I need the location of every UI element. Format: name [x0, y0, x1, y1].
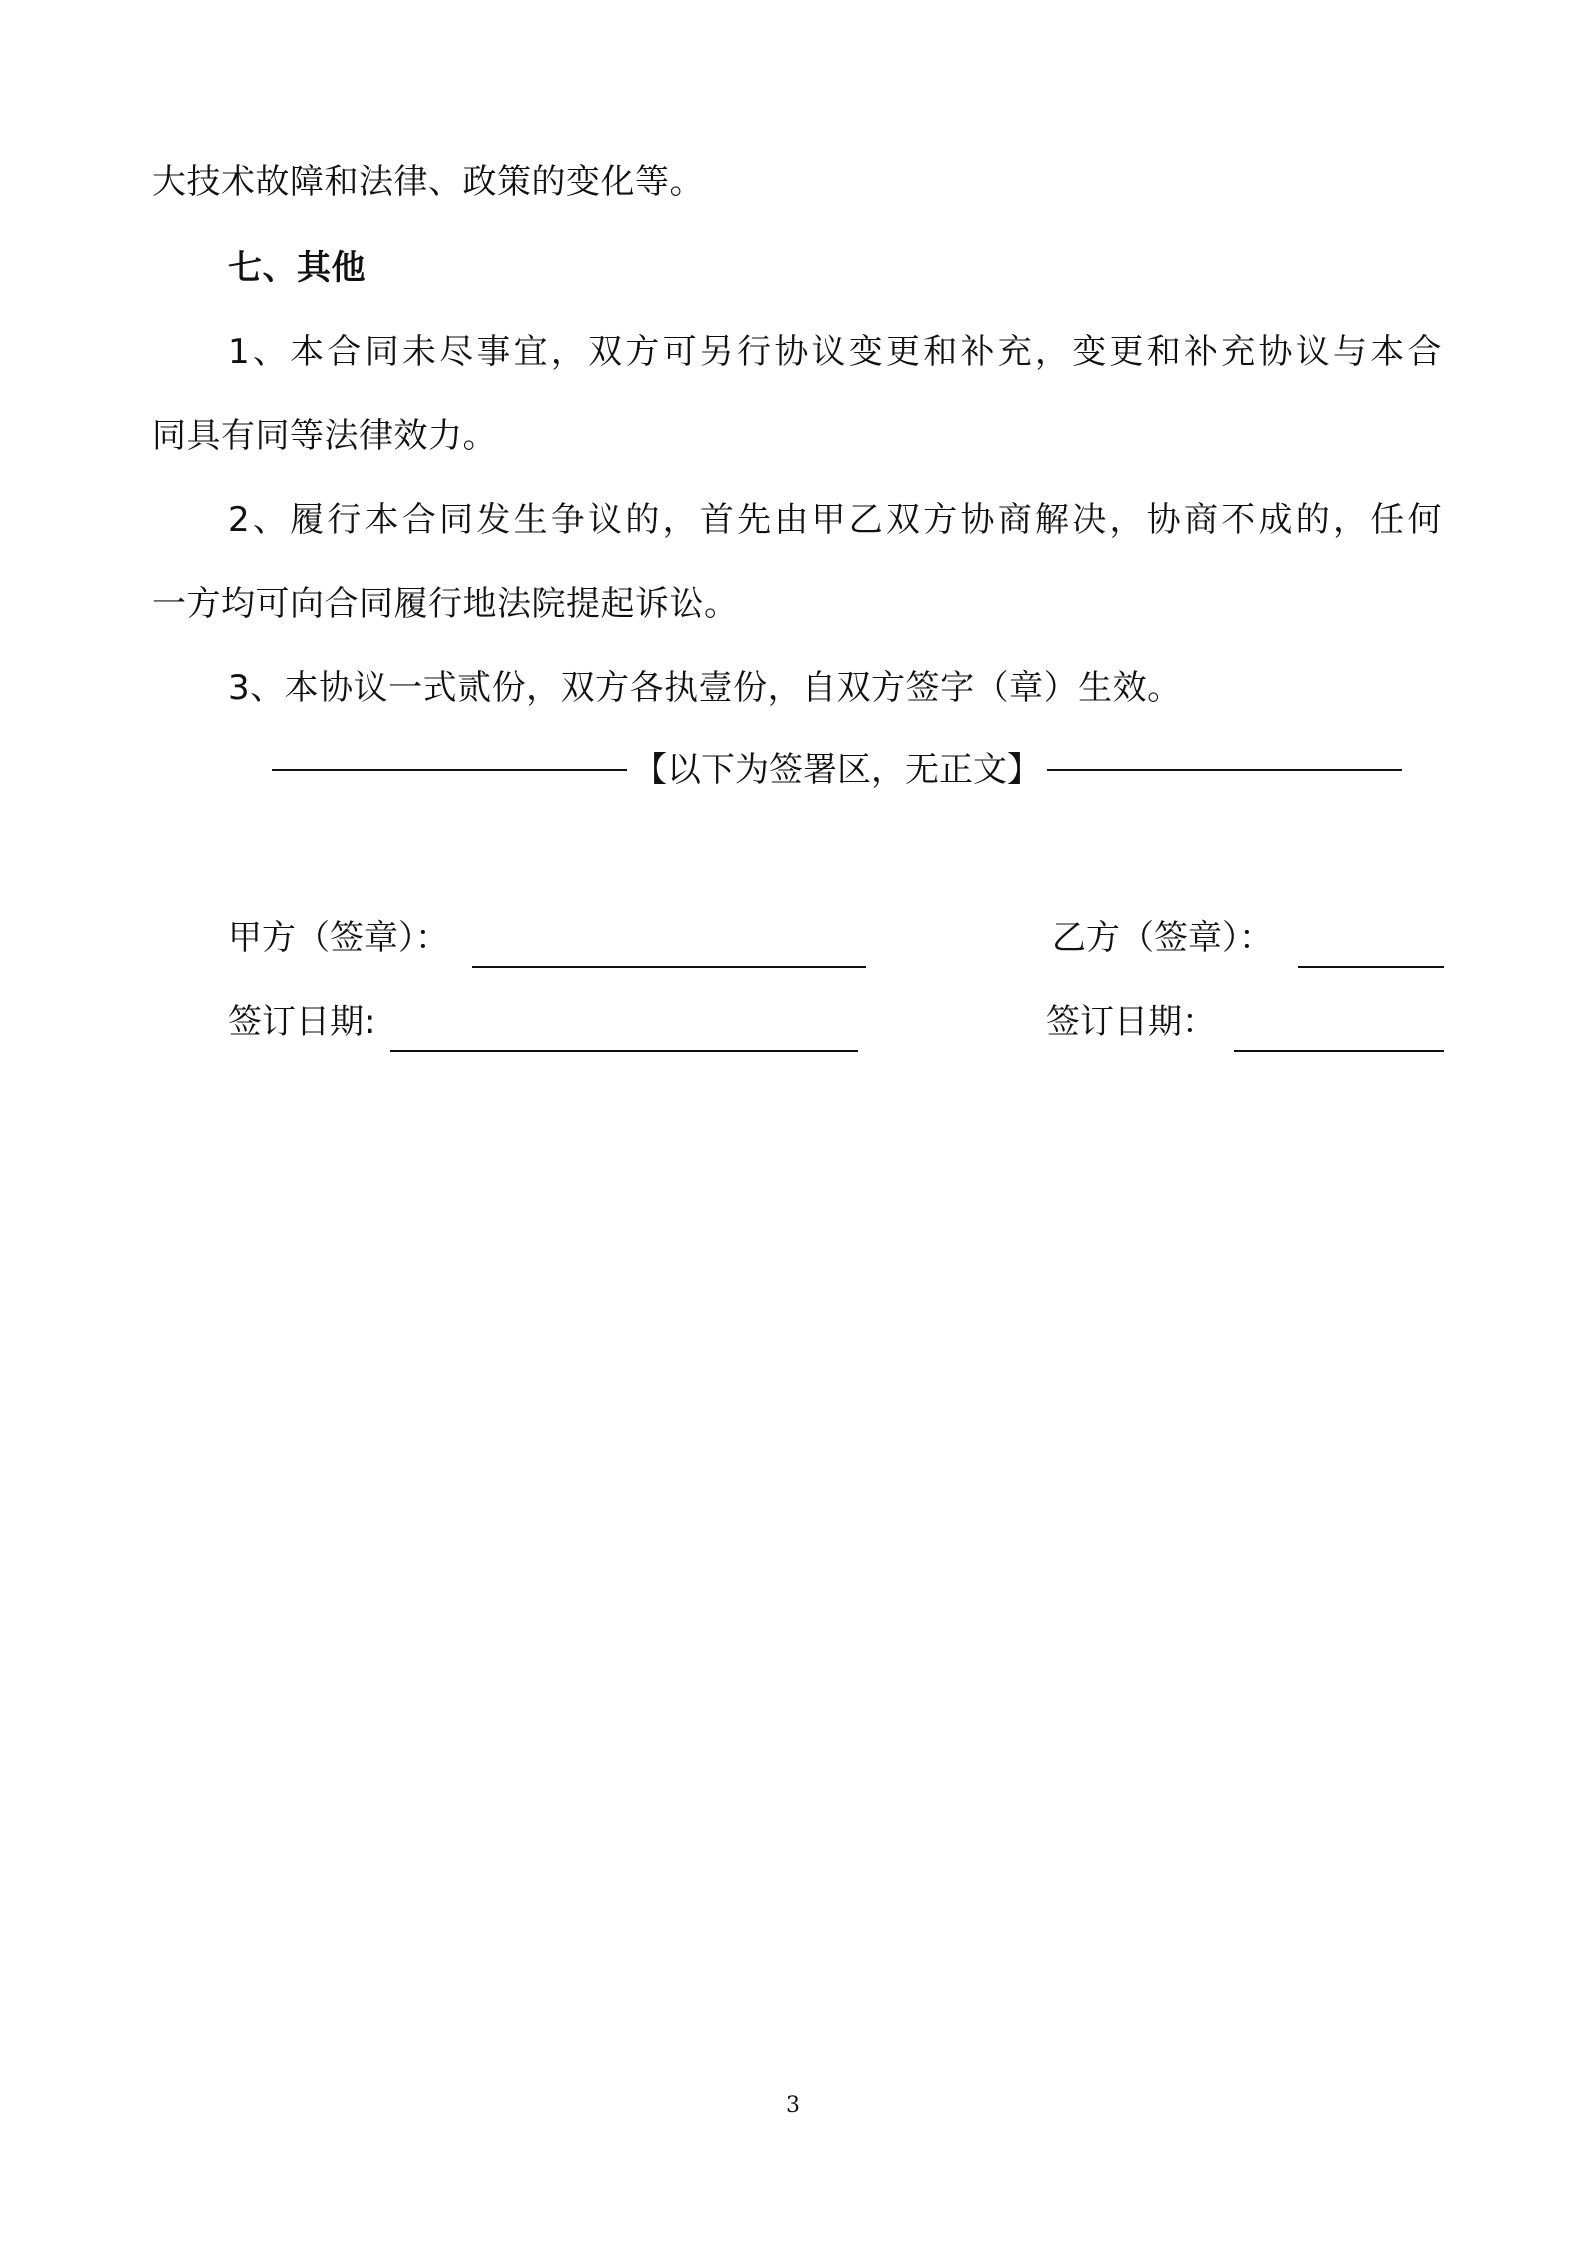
- divider-dash-right: [1047, 769, 1402, 771]
- clause-1-line-1: 1、本合同未尽事宜，双方可另行协议变更和补充，变更和补充协议与本合: [228, 332, 1442, 372]
- party-b-signature-line[interactable]: [1298, 966, 1444, 968]
- divider-text: 【以下为签署区，无正文】: [633, 750, 1041, 790]
- clause-2-line-1: 2、履行本合同发生争议的，首先由甲乙双方协商解决，协商不成的，任何: [228, 500, 1442, 540]
- party-a-signature-label: 甲方（签章）：: [228, 918, 449, 958]
- section-heading: 七、其他: [228, 248, 366, 288]
- party-b-date-label: 签订日期：: [1046, 1002, 1216, 1042]
- party-a-date-label: 签订日期:: [228, 1002, 376, 1042]
- party-a-signature-line[interactable]: [472, 966, 866, 968]
- party-a-date-line[interactable]: [390, 1050, 858, 1052]
- page-number: 3: [786, 2093, 800, 2118]
- clause-3: 3、本协议一式贰份，双方各执壹份，自双方签字（章）生效。: [228, 668, 1182, 708]
- signature-section-divider: [272, 748, 1402, 792]
- divider-dash-left: [272, 769, 627, 771]
- party-b-signature-label: 乙方（签章）：: [1052, 918, 1273, 958]
- clause-1-line-2: 同具有同等法律效力。: [152, 416, 497, 456]
- party-b-date-line[interactable]: [1234, 1050, 1444, 1052]
- clause-2-line-2: 一方均可向合同履行地法院提起诉讼。: [152, 584, 739, 624]
- paragraph-continuation: 大技术故障和法律、政策的变化等。: [152, 162, 704, 202]
